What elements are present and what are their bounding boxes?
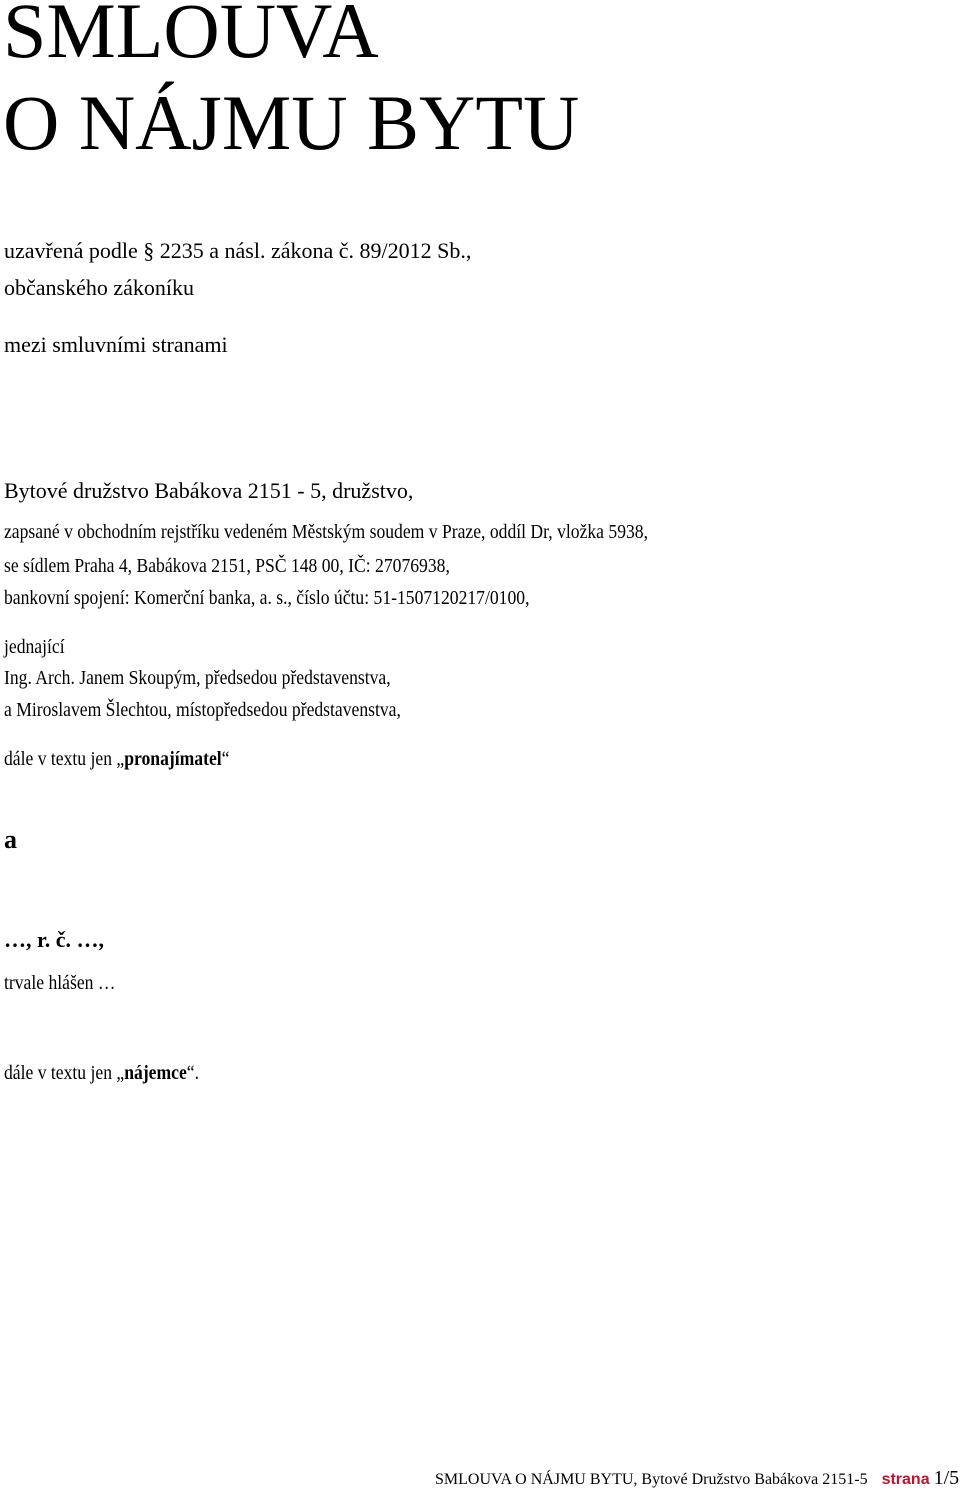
tenant-residence: trvale hlášen … <box>4 972 116 994</box>
title-line-1: SMLOUVA <box>3 0 379 74</box>
landlord-definition <box>4 749 230 769</box>
definition-term-tenant: nájemce <box>124 1062 187 1084</box>
parties-heading: mezi smluvními stranami <box>4 332 228 357</box>
definition-prefix: dále v textu jen „ <box>4 1062 125 1084</box>
landlord-name: Bytové družstvo Babákova 2151 - 5, družstvo, <box>4 478 414 503</box>
representative-1: Ing. Arch. Janem Skoupým, předsedou představenstva, <box>4 667 391 689</box>
definition-prefix: dále v textu jen „ <box>4 748 125 770</box>
intro-line-2: občanského zákoníku <box>4 275 194 300</box>
landlord-bank: bankovní spojení: Komerční banka, a. s., číslo účtu: 51-1507120217/0100, <box>4 587 530 609</box>
title-line-2: O NÁJMU BYTU <box>3 79 580 166</box>
representative-2: a Miroslavem Šlechtou, místopředsedou představenstva, <box>4 699 401 721</box>
tenant-name: …, r. č. …, <box>4 927 105 952</box>
conjunction-a: a <box>4 825 17 854</box>
footer-page-label: strana <box>881 1471 930 1488</box>
definition-suffix: “ <box>221 748 230 770</box>
footer-page-number: 1/5 <box>933 1467 960 1489</box>
definition-term-landlord: pronajímatel <box>124 748 222 770</box>
definition-suffix: “. <box>186 1062 200 1084</box>
acting-label: jednající <box>4 636 65 658</box>
landlord-registry: zapsané v obchodním rejstříku vedeném Městským soudem v Praze, oddíl Dr, vložka 5938, <box>4 521 649 543</box>
footer-text: SMLOUVA O NÁJMU BYTU, Bytové Družstvo Babákova 2151-5 <box>435 1471 868 1488</box>
page-footer <box>435 1468 959 1488</box>
landlord-seat: se sídlem Praha 4, Babákova 2151, PSČ 148 00, IČ: 27076938, <box>4 555 450 577</box>
intro-line-1: uzavřená podle § 2235 a násl. zákona č. 89/2012 Sb., <box>4 238 472 263</box>
tenant-definition <box>4 1063 199 1083</box>
